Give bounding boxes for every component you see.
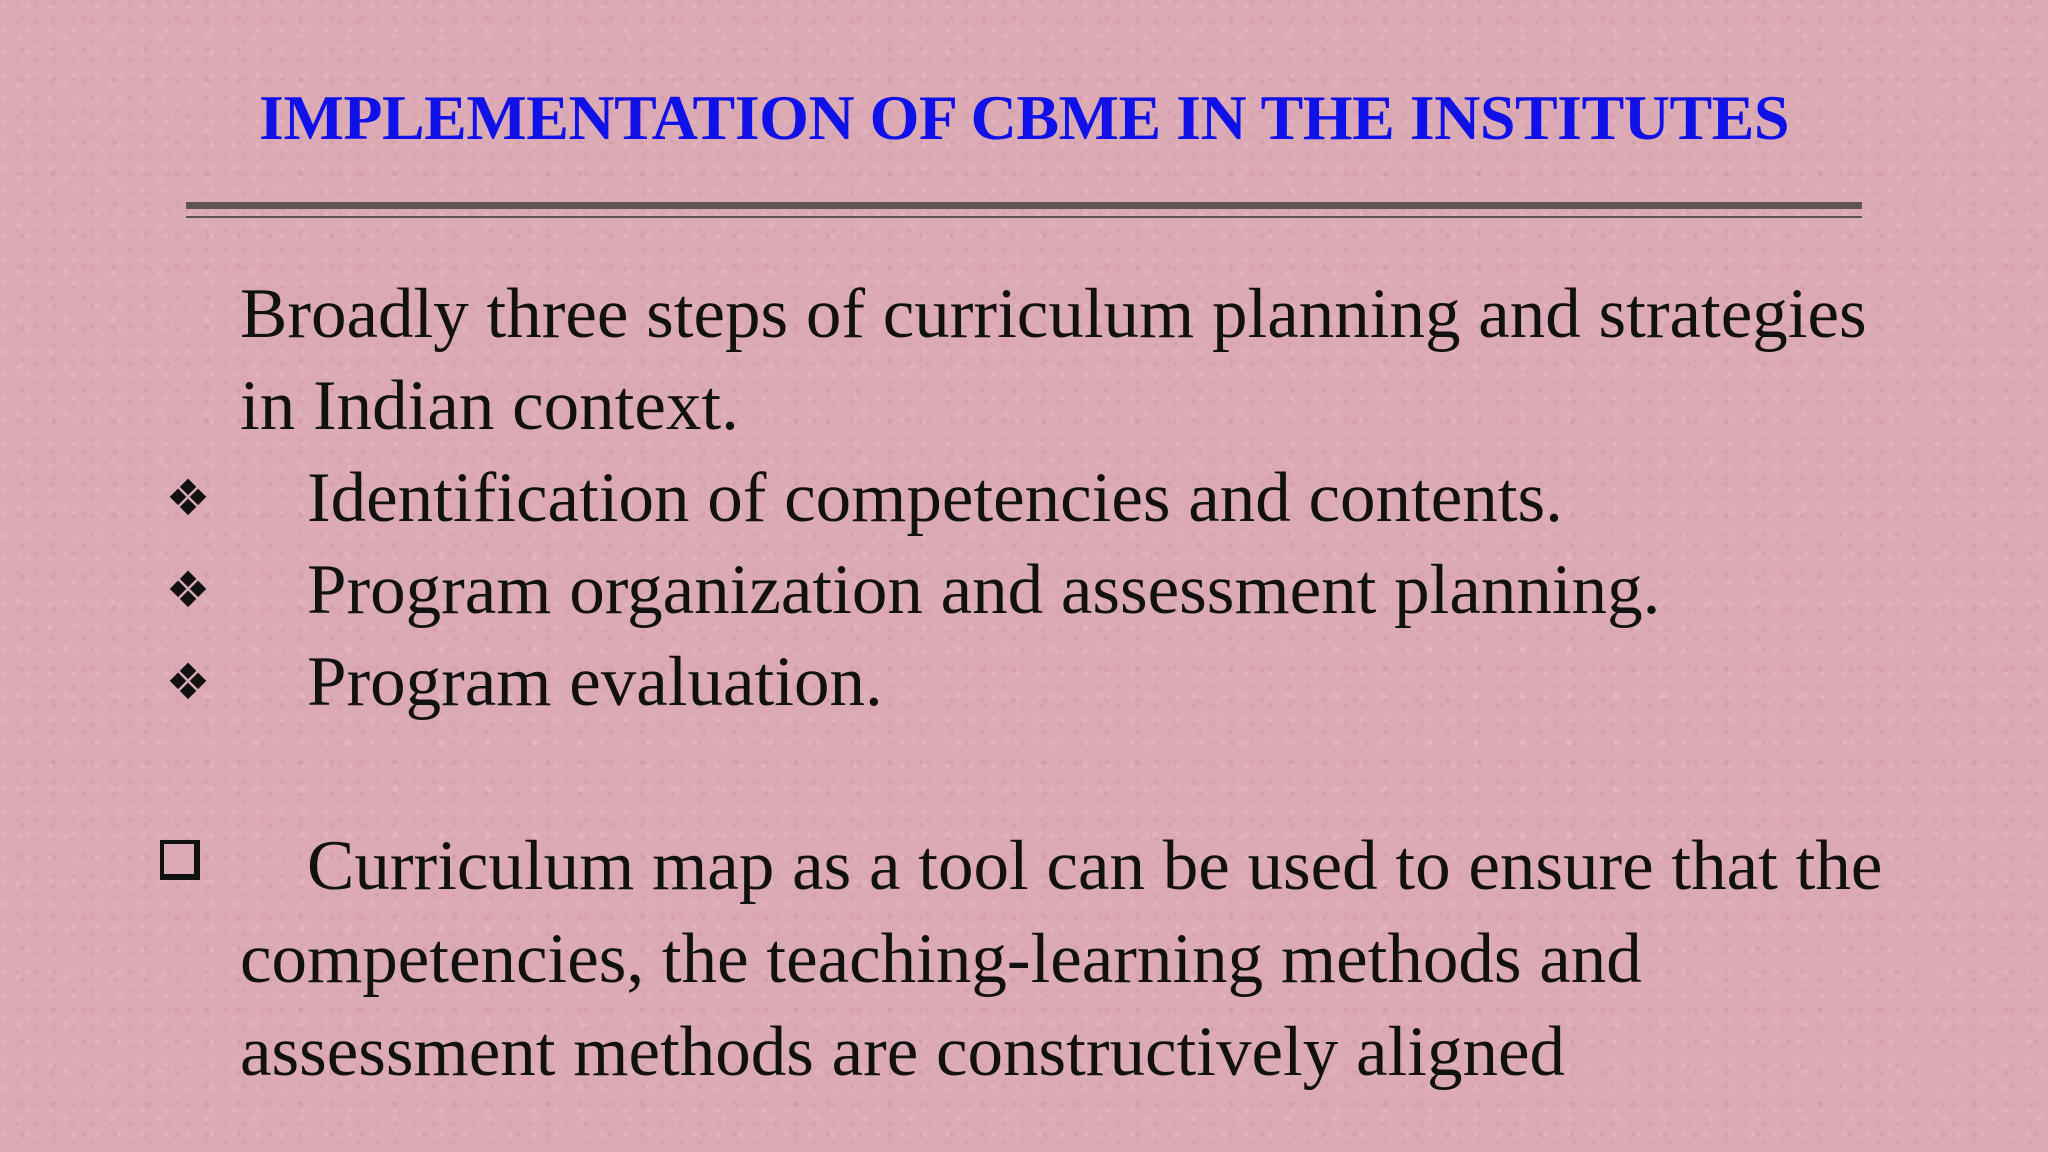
list-item xyxy=(0,636,2048,728)
intro-text: Broadly three steps of curriculum planning and strategies in Indian context. xyxy=(240,275,1867,445)
slide-title: IMPLEMENTATION OF CBME IN THE INSTITUTES xyxy=(259,82,1789,153)
checkbox-bullet-icon xyxy=(160,840,200,880)
step-text: Program evaluation. xyxy=(307,643,883,721)
list-item xyxy=(0,544,2048,636)
title-divider-thick xyxy=(186,202,1862,209)
list-item xyxy=(0,452,2048,544)
step-text: Identification of competencies and contents. xyxy=(307,459,1563,537)
diamond-bullet-icon: ❖ xyxy=(165,469,211,527)
step-text: Program organization and assessment planning. xyxy=(307,551,1661,629)
title-divider-thin xyxy=(186,216,1862,218)
diamond-bullet-icon: ❖ xyxy=(165,653,211,711)
note-text: Curriculum map as a tool can be used to ensure that the competencies, the teaching-learning methods and assessment methods are constructively aligned xyxy=(240,827,1883,1091)
diamond-bullet-icon: ❖ xyxy=(165,561,211,619)
steps-list xyxy=(0,452,2048,728)
